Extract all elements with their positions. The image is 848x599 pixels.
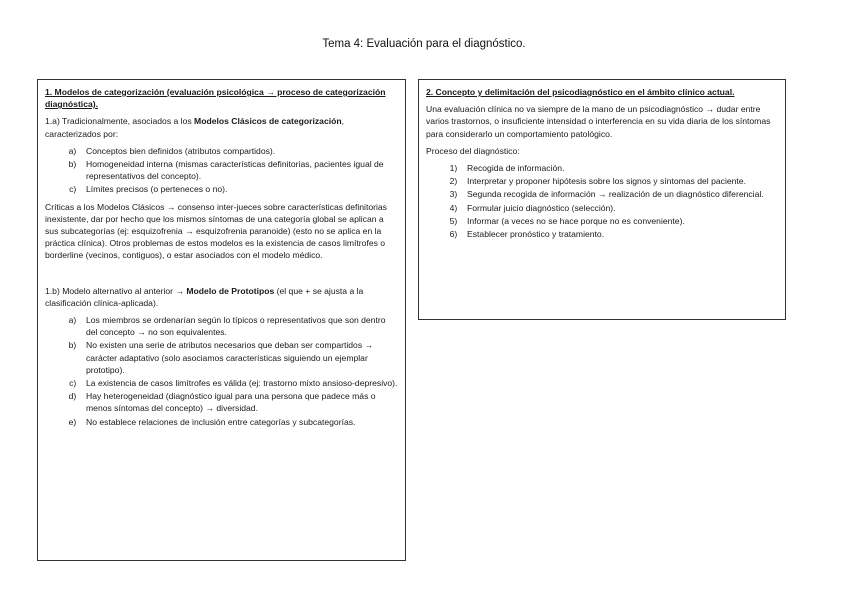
prototype-features-list (45, 314, 398, 428)
section-models-box (37, 79, 406, 561)
list-item: a. Conceptos bien definidos (atributos compartidos). (81, 145, 398, 157)
diagnosis-steps-list (426, 162, 778, 240)
list-item: 6. Establecer pronóstico y tratamiento. (462, 228, 778, 240)
prototype-model-intro (45, 285, 398, 309)
list-item: e. No establece relaciones de inclusión entre categorías y subcategorías. (81, 416, 398, 428)
psychodiagnosis-paragraph: Una evaluación clínica no va siempre de la mano de un psicodiagnóstico → dudar entre varios trastornos, o insuficiente intensidad o interferencia en su vida diaria de los síntomas para considerarlo un comportamiento patológico. (426, 104, 771, 139)
list-item: 2. Interpretar y proponer hipótesis sobre los signos y síntomas del paciente. (462, 175, 778, 187)
section1-heading: 1. Modelos de categorización (evaluación psicológica → proceso de categorización diagnóstica). (45, 87, 386, 110)
list-item: d. Hay heterogeneidad (diagnóstico igual para una persona que padece más o menos síntomas del concepto) → diversidad. (81, 390, 398, 414)
list-item: 5. Informar (a veces no se hace porque no es conveniente). (462, 215, 778, 227)
list-item: b. No existen una serie de atributos necesarios que deban ser compartidos → carácter adaptativo (solo asociamos características siguiendo un ejemplar prototipo). (81, 339, 398, 376)
prototype-intro-bold: Modelo de Prototipos (186, 285, 275, 296)
classic-critique-paragraph: Críticas a los Modelos Clásicos → consenso inter-jueces sobre características definitorias inexistente, dar por hecho que los mismos síntomas de una categoría global se aplican a sus subcategorías (ej: esquizofrenia → esquizofrenia paranoide) (esto no se aplica en la práctica clínica). Otros problemas de estos modelos es la existencia de casos limítrofes o borderline (vecinos, contiguos), o estar asociados con el modelo médico. (45, 201, 387, 261)
process-label: Proceso del diagnóstico: (426, 145, 520, 156)
classic-intro-bold: Modelos Clásicos de categorización (194, 116, 342, 127)
page-title: Tema 4: Evaluación para el diagnóstico. (322, 38, 526, 50)
classic-features-list (45, 145, 398, 196)
list-item: 4. Formular juicio diagnóstico (selección). (462, 202, 778, 214)
prototype-intro-post: (el que + se ajusta a la clasificación clínica-aplicada). (45, 285, 364, 308)
list-item: c. La existencia de casos limítrofes es válida (ej: trastorno mixto ansioso-depresivo). (81, 377, 398, 389)
section2-heading: 2. Concepto y delimitación del psicodiagnóstico en el ámbito clínico actual. (426, 87, 735, 97)
section-psychodiagnosis-box (418, 79, 786, 320)
list-item: b. Homogeneidad interna (mismas características definitorias, pacientes igual de representativos del concepto). (81, 158, 398, 182)
prototype-intro-pre: 1.b) Modelo alternativo al anterior → (45, 285, 187, 296)
list-item: 3. Segunda recogida de información → realización de un diagnóstico diferencial. (462, 188, 778, 200)
spacer (45, 267, 398, 285)
classic-intro-post: , caracterizados por: (45, 116, 345, 139)
classic-models-intro (45, 115, 398, 139)
list-item: a. Los miembros se ordenarían según lo típicos o representativos que son dentro del concepto → no son equivalentes. (81, 314, 398, 338)
classic-intro-pre: 1.a) Tradicionalmente, asociados a los (45, 116, 195, 127)
list-item: c. Límites precisos (o perteneces o no). (81, 183, 398, 195)
list-item: 1. Recogida de información. (462, 162, 778, 174)
